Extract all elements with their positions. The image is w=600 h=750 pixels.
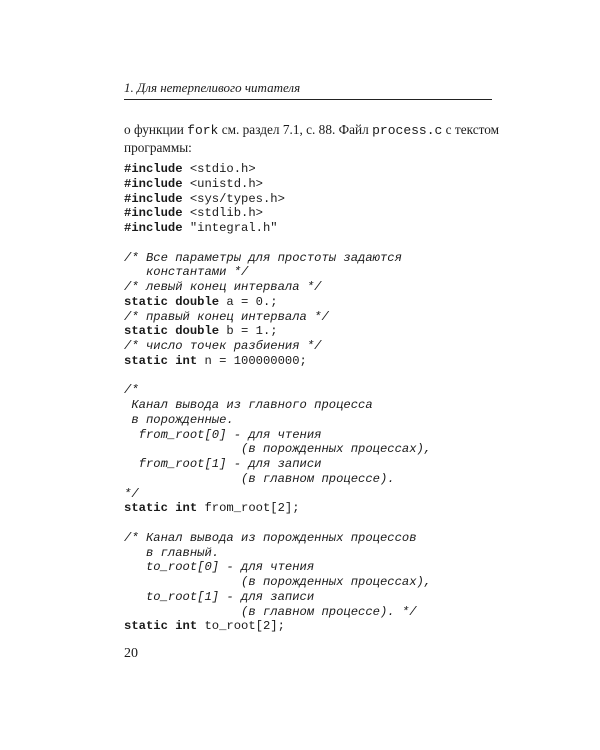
code-comment: /* левый конец интервала */: [124, 280, 322, 294]
code-line: [124, 383, 431, 398]
intro-text: о функции: [124, 122, 188, 137]
code-comment: в порожденные.: [124, 412, 234, 427]
code-text: "integral.h": [182, 221, 278, 235]
intro-paragraph: [124, 121, 504, 156]
code-comment: /* правый конец интервала */: [124, 309, 329, 324]
code-comment: */: [124, 486, 139, 501]
code-text: from_root[2];: [197, 501, 300, 516]
code-keyword: #include: [124, 221, 183, 235]
running-head: 1. Для нетерпеливого читателя: [124, 80, 301, 95]
code-line: [124, 516, 431, 531]
code-line: [124, 339, 431, 354]
code-comment: /* Канал вывода из порожденных процессов: [124, 530, 417, 545]
code-keyword: static double: [124, 324, 220, 339]
code-line: [124, 280, 431, 295]
code-text: <stdio.h>: [182, 162, 256, 176]
inline-code-fork: fork: [187, 123, 219, 138]
code-line: [124, 354, 431, 369]
intro-text: см. раздел 7.1, с. 88. Файл: [218, 122, 373, 137]
code-listing: [124, 162, 431, 634]
code-keyword: static int: [124, 619, 198, 634]
code-line: [124, 619, 431, 634]
code-line: [124, 590, 431, 605]
code-line: [124, 472, 431, 487]
code-line: [124, 560, 431, 575]
code-comment: from_root[1] - для записи: [124, 457, 322, 471]
code-line: [124, 605, 431, 620]
code-comment: to_root[1] - для записи: [124, 589, 315, 604]
code-line: [124, 236, 431, 251]
code-comment: (в порожденных процессах),: [124, 575, 432, 589]
code-comment: from_root[0] - для чтения: [124, 427, 322, 442]
code-text: <unistd.h>: [182, 176, 263, 191]
code-line: [124, 487, 431, 502]
code-line: [124, 177, 431, 192]
code-line: [124, 251, 431, 266]
code-keyword: static int: [124, 353, 198, 368]
code-line: [124, 501, 431, 516]
code-comment: Канал вывода из главного процесса: [124, 398, 373, 412]
code-line: [124, 546, 431, 561]
code-line: [124, 221, 431, 236]
code-line: [124, 206, 431, 221]
code-line: [124, 413, 431, 428]
page-number: 20: [124, 646, 138, 661]
code-comment: (в главном процессе). */: [124, 604, 417, 619]
code-keyword: static int: [124, 501, 198, 516]
code-line: [124, 531, 431, 546]
code-comment: в главный.: [124, 545, 220, 560]
code-text: <sys/types.h>: [182, 191, 285, 206]
code-keyword: #include: [124, 162, 183, 176]
intro-text: с текстом программы:: [124, 122, 500, 155]
code-line: [124, 295, 431, 310]
code-comment: /*: [124, 383, 139, 398]
code-line: [124, 192, 431, 207]
code-text: to_root[2];: [197, 619, 285, 634]
code-line: [124, 457, 431, 472]
code-comment: /* Все параметры для простоты задаются: [124, 250, 402, 265]
code-comment: (в порожденных процессах),: [124, 442, 432, 457]
code-text: <stdlib.h>: [182, 206, 263, 221]
code-keyword: #include: [124, 191, 183, 206]
code-line: [124, 575, 431, 590]
code-text: a = 0.;: [219, 294, 278, 309]
code-keyword: #include: [124, 176, 183, 191]
code-comment: константами */: [124, 265, 249, 280]
code-line: [124, 428, 431, 443]
code-line: [124, 369, 431, 384]
code-comment: /* число точек разбиения */: [124, 339, 322, 353]
code-comment: (в главном процессе).: [124, 471, 395, 486]
code-line: [124, 398, 431, 413]
code-comment: to_root[0] - для чтения: [124, 560, 315, 575]
code-text: n = 100000000;: [197, 353, 307, 368]
inline-code-filename: process.c: [372, 123, 443, 138]
code-keyword: #include: [124, 206, 183, 221]
code-text: b = 1.;: [219, 324, 278, 339]
code-line: [124, 265, 431, 280]
header-rule: [124, 99, 492, 100]
code-line: [124, 324, 431, 339]
code-line: [124, 162, 431, 177]
code-line: [124, 310, 431, 325]
code-line: [124, 442, 431, 457]
code-keyword: static double: [124, 294, 220, 309]
